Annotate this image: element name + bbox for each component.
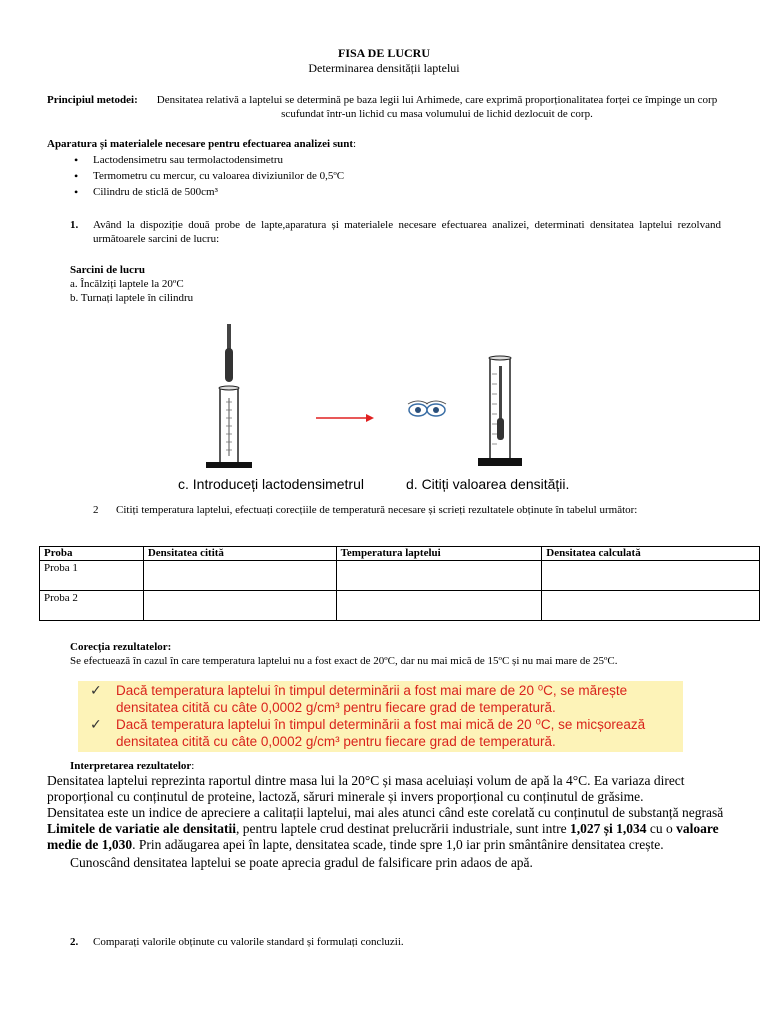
principle-label: Principiul metodei: <box>47 94 138 106</box>
caption-d: d. Citiți valoarea densității. <box>406 476 570 492</box>
cylinder-left-icon <box>206 386 252 468</box>
limits-label: Limitele de variatie ale densitatii <box>47 821 236 836</box>
correction-highlight <box>78 681 683 752</box>
correction-heading: Corecția rezultatelor: <box>70 641 172 653</box>
table-header: Densitatea calculată <box>542 547 760 561</box>
equipment-item: • Lactodensimetru sau termolactodensimetru <box>70 152 670 168</box>
interpretation-p1: Densitatea laptelui reprezinta raportul dintre masa lui la 20°C și masa aceluiași volum de apă la 4°C. Ea variaza direct proporțional cu conținutul de proteine, lactoză, săruri minerale și invers proporțional cu conținutul de grăsime. <box>47 773 685 804</box>
limits-mean: valoare medie de 1,030 <box>47 821 719 852</box>
task-a: a. Încălziți laptele la 20ºC <box>70 278 184 290</box>
table-header: Densitatea citită <box>143 547 336 561</box>
highlight-item-2 <box>78 716 683 750</box>
interpretation-p2: Densitatea este un indice de apreciere a calitații laptelui, mai ales atunci când este corelată cu conținutul de substanță negrasă <box>47 805 724 820</box>
table-row <box>40 561 760 591</box>
limits-text: , pentru laptele crud destinat prelucrării industriale, sunt intre <box>235 821 570 836</box>
eyes-icon <box>408 401 446 416</box>
page-subtitle: Determinarea densității laptelui <box>308 61 460 75</box>
task2-number: 2 <box>93 504 99 516</box>
principle-text: Densitatea relativă a laptelui se determină pe baza legii lui Arhimede, care exprimă proporționalitatea forței ce împinge un corp scufundat într-un lichid cu masa volumului de lichid dezlocuit de corp. <box>156 94 718 120</box>
task3-text: Comparați valorile obținute cu valorile standard și formulați concluzii. <box>93 936 404 948</box>
interpretation-heading-suffix: : <box>191 760 195 772</box>
lactodensimeter-icon <box>225 324 233 382</box>
equipment-item: • Termometru cu mercur, cu valoarea diviziunilor de 0,5ºC <box>70 168 670 184</box>
task1-text: Având la dispoziție două probe de lapte,aparatura și materialele necesare efectuarea analizei, determinati densitatea laptelui rezolvand următoarele sarcini de lucru: <box>93 219 721 245</box>
task3-number: 2. <box>70 936 79 948</box>
tasks-heading: Sarcini de lucru <box>70 264 145 276</box>
equipment-heading <box>47 137 356 151</box>
table-cell[interactable] <box>542 561 760 591</box>
equipment-heading-suffix: : <box>353 138 357 150</box>
checkmark-icon: ✓ <box>90 716 102 732</box>
arrow-right-icon <box>316 414 374 422</box>
table-cell: Proba 2 <box>40 591 144 621</box>
equipment-heading-text: Aparatura și materialele necesare pentru efectuarea analizei sunt <box>47 138 353 150</box>
equipment-item: • Cilindru de sticlă de 500cm³ <box>70 184 670 200</box>
results-table <box>39 546 760 621</box>
equipment-list <box>70 152 670 200</box>
table-cell[interactable] <box>336 591 542 621</box>
task1-number: 1. <box>70 219 79 231</box>
highlight-item-1 <box>78 682 683 716</box>
limits-text: . Prin adăugarea apei în lapte, densitatea scade, tinde spre 1,0 iar prin smântânire densitatea crește. <box>132 837 664 852</box>
table-header: Proba <box>40 547 144 561</box>
table-row <box>40 591 760 621</box>
task-b: b. Turnați laptele în cilindru <box>70 292 194 304</box>
task2-text: Citiți temperatura laptelui, efectuați corecțiile de temperatură necesare și scrieți rezultatele obținute în tabelul următor: <box>116 504 638 516</box>
checkmark-icon: ✓ <box>90 682 102 698</box>
table-header: Temperatura laptelui <box>336 547 542 561</box>
interpretation-heading-text: Interpretarea rezultatelor <box>70 760 192 772</box>
table-cell: Proba 1 <box>40 561 144 591</box>
table-header-row <box>40 547 760 561</box>
lactodensimeter-figure <box>170 318 600 498</box>
highlight-text-1: Dacă temperatura laptelui în timpul determinării a fost mai mare de 20 ⁰C, se mărește densitatea citită cu câte 0,0002 g/cm³ pentru fiecare grad de temperatură. <box>116 683 628 715</box>
interpretation-heading <box>70 759 194 773</box>
page-title: FISA DE LUCRU <box>337 46 430 60</box>
table-cell[interactable] <box>336 561 542 591</box>
cylinder-right-icon <box>478 356 522 466</box>
limits-range: 1,027 și 1,034 <box>569 821 647 836</box>
interpretation-p3 <box>47 821 725 853</box>
interpretation-body <box>47 773 725 871</box>
table-cell[interactable] <box>143 591 336 621</box>
correction-text: Se efectuează în cazul în care temperatura laptelui nu a fost exact de 20ºC, dar nu mai mică de 15ºC și nu mai mare de 25ºC. <box>70 655 618 667</box>
interpretation-p4: Cunoscând densitatea laptelui se poate aprecia gradul de falsificare prin adaos de apă. <box>70 855 533 870</box>
limits-text: cu o <box>646 821 677 836</box>
table-cell[interactable] <box>542 591 760 621</box>
highlight-text-2: Dacă temperatura laptelui în timpul determinării a fost mai mică de 20 ⁰C, se micșorează densitatea citită cu câte 0,0002 g/cm³ pentru fiecare grad de temperatură. <box>116 717 646 749</box>
table-cell[interactable] <box>143 561 336 591</box>
caption-c: c. Introduceți lactodensimetrul <box>178 476 364 492</box>
